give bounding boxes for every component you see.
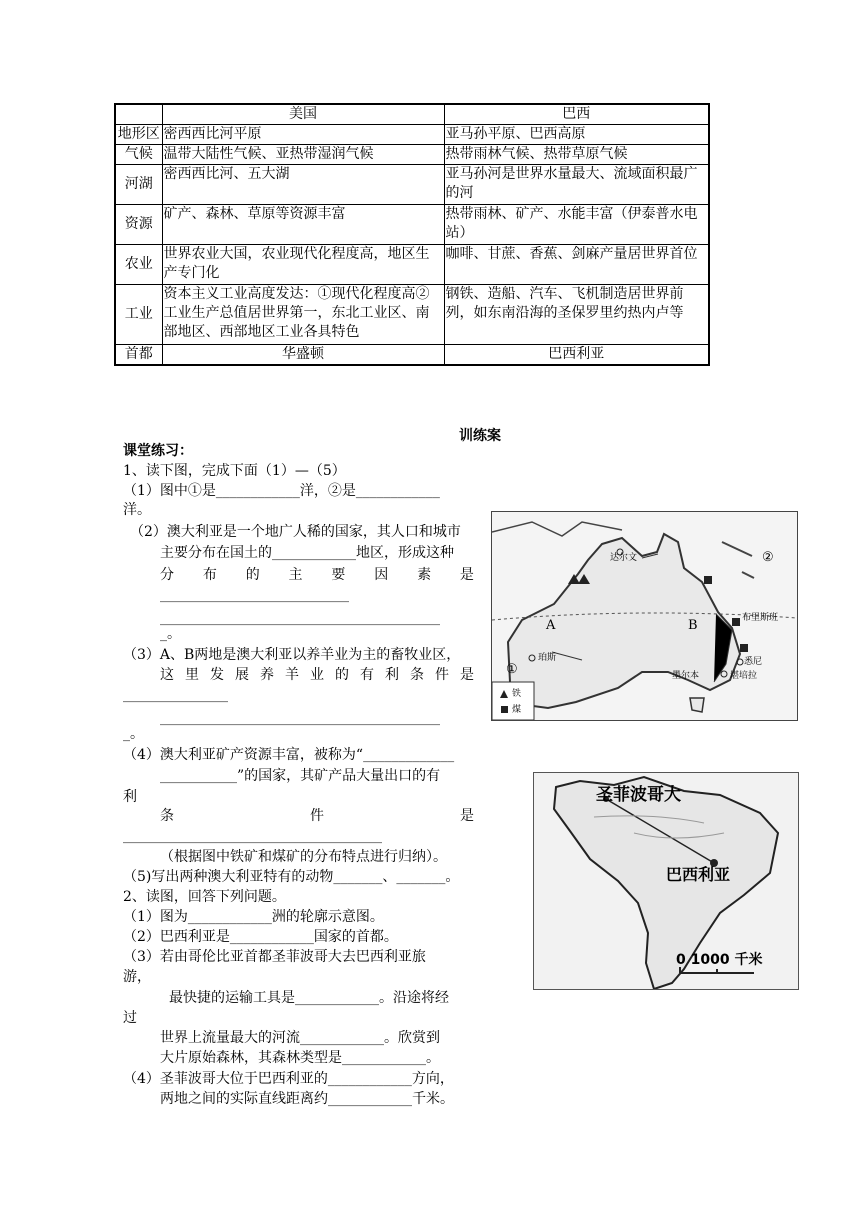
q1-part4-li: 利 bbox=[123, 789, 137, 805]
row-label: 工业 bbox=[115, 285, 162, 345]
section-title: 训练案 bbox=[459, 428, 501, 444]
city-bogota-label: 圣菲波哥大 bbox=[596, 785, 681, 805]
q1-part2-blank1: ___________________________ bbox=[160, 587, 349, 603]
city-perth: 珀斯 bbox=[538, 653, 557, 663]
q1-part2: （2）澳大利亚是一个地广人稀的国家，其人口和城市 bbox=[130, 524, 461, 540]
q1-part2-line: 主要分布在国土的____________地区，形成这种 bbox=[160, 545, 454, 561]
practice-heading: 课堂练习： bbox=[123, 443, 193, 459]
city-melbourne: 墨尔本 bbox=[672, 671, 700, 681]
q2-part2: （2）巴西利亚是____________国家的首都。 bbox=[123, 929, 398, 945]
row-label: 农业 bbox=[115, 245, 162, 285]
city-sydney: 悉尼 bbox=[744, 657, 763, 667]
row-label: 资源 bbox=[115, 205, 162, 245]
scale-label: 0 1000 千米 bbox=[676, 952, 763, 968]
q2-part3-guo: 过 bbox=[123, 1010, 137, 1026]
south-america-map bbox=[533, 772, 799, 990]
q2-part4: （4）圣菲波哥大位于巴西利亚的____________方向， bbox=[123, 1071, 454, 1087]
table-row bbox=[115, 345, 709, 366]
table-header-us: 美国 bbox=[162, 104, 444, 125]
q1-part3-spaced: 这 里 发 展 养 羊 业 的 有 利 条 件 是 bbox=[160, 667, 474, 683]
q1-part2-blank2: ________________________________________ bbox=[160, 610, 440, 626]
brazil-cell: 亚马孙河是世界水量最大、流域面积最广的河 bbox=[444, 165, 709, 205]
brazil-cell: 亚马孙平原、巴西高原 bbox=[444, 125, 709, 145]
q1-part1: （1）图中①是____________洋，②是____________ bbox=[123, 483, 440, 499]
q1-part4-line: ___________”的国家，其矿产品大量出口的有 bbox=[160, 768, 441, 784]
brazil-cell: 热带雨林、矿产、水能丰富（伊泰普水电站） bbox=[444, 205, 709, 245]
table-header-cell bbox=[115, 104, 162, 125]
table-row bbox=[115, 285, 709, 345]
table-header-row bbox=[115, 104, 709, 125]
q2-part3-line1: 最快捷的运输工具是____________。沿途将经 bbox=[169, 990, 449, 1006]
us-cell: 资本主义工业高度发达：①现代化程度高②工业生产总值居世界第一，东北工业区、南部地区、西部地区工业各具特色 bbox=[162, 285, 444, 345]
ocean-1-label: ① bbox=[506, 662, 518, 677]
q2-part4-line: 两地之间的实际直线距离约____________千米。 bbox=[160, 1091, 454, 1107]
q2-intro: 2、读图，回答下列问题。 bbox=[123, 889, 286, 905]
q1-part3: （3）A、B两地是澳大利亚以养羊业为主的畜牧业区， bbox=[123, 647, 461, 663]
city-canberra: 堪培拉 bbox=[730, 671, 758, 681]
q1-intro: 1、读下图，完成下面（1）—（5） bbox=[123, 463, 346, 479]
brazil-cell: 咖啡、甘蔗、香蕉、剑麻产量居世界首位 bbox=[444, 245, 709, 285]
comparison-table bbox=[114, 103, 710, 366]
brazil-cell: 热带雨林气候、热带草原气候 bbox=[444, 145, 709, 165]
row-label: 地形区 bbox=[115, 125, 162, 145]
q1-part3-blank2: ________________________________________ bbox=[160, 710, 440, 726]
city-darwin: 达尔文 bbox=[610, 553, 638, 563]
q2-part1: （1）图为____________洲的轮廓示意图。 bbox=[123, 909, 384, 925]
brazil-cell: 钢铁、造船、汽车、飞机制造居世界前列，如东南沿海的圣保罗里约热内卢等 bbox=[444, 285, 709, 345]
q1-part1-end: 洋。 bbox=[123, 502, 151, 518]
q1-part2-end: _。 bbox=[160, 626, 181, 642]
q2-part3-line3: 大片原始森林，其森林类型是____________。 bbox=[160, 1050, 440, 1066]
q2-part3: （3）若由哥伦比亚首都圣菲波哥大去巴西利亚旅 bbox=[123, 949, 426, 965]
row-label: 河湖 bbox=[115, 165, 162, 205]
q1-part5: （5)写出两种澳大利亚特有的动物_______、_______。 bbox=[123, 869, 460, 885]
q1-part4-blank: _____________________________________ bbox=[123, 828, 382, 844]
legend-coal: 煤 bbox=[512, 705, 522, 715]
city-brisbane: 布里斯班 bbox=[742, 613, 779, 623]
table-row bbox=[115, 205, 709, 245]
table-row bbox=[115, 245, 709, 285]
table-row bbox=[115, 165, 709, 205]
brazil-cell: 巴西利亚 bbox=[444, 345, 709, 366]
table-header-brazil: 巴西 bbox=[444, 104, 709, 125]
australia-map bbox=[491, 511, 798, 721]
q2-part3-cont: 游， bbox=[123, 969, 151, 985]
q1-part4-hint: （根据图中铁矿和煤矿的分布特点进行归纳）。 bbox=[160, 849, 447, 865]
q1-part3-end: _。 bbox=[123, 726, 144, 742]
table-row bbox=[115, 125, 709, 145]
q1-part3-blank1: _______________ bbox=[123, 687, 228, 703]
ocean-2-label: ② bbox=[762, 550, 774, 565]
us-cell: 华盛顿 bbox=[162, 345, 444, 366]
row-label: 气候 bbox=[115, 145, 162, 165]
us-cell: 温带大陆性气候、亚热带湿润气候 bbox=[162, 145, 444, 165]
q1-part4-spaced: 条 件 是 bbox=[160, 808, 474, 824]
us-cell: 密西西比河平原 bbox=[162, 125, 444, 145]
q2-part3-line2: 世界上流量最大的河流____________。欣赏到 bbox=[160, 1030, 440, 1046]
us-cell: 世界农业大国，农业现代化程度高，地区生产专门化 bbox=[162, 245, 444, 285]
region-b-label: B bbox=[688, 618, 698, 633]
q1-part4: （4）澳大利亚矿产资源丰富，被称为“_____________ bbox=[123, 747, 455, 763]
region-a-label: A bbox=[546, 618, 556, 633]
legend-iron: 铁 bbox=[512, 689, 522, 699]
us-cell: 密西西比河、五大湖 bbox=[162, 165, 444, 205]
q1-part2-spaced: 分 布 的 主 要 因 素 是 bbox=[160, 567, 474, 583]
table-row bbox=[115, 145, 709, 165]
row-label: 首都 bbox=[115, 345, 162, 366]
us-cell: 矿产、森林、草原等资源丰富 bbox=[162, 205, 444, 245]
city-brasilia-label: 巴西利亚 bbox=[666, 865, 731, 884]
